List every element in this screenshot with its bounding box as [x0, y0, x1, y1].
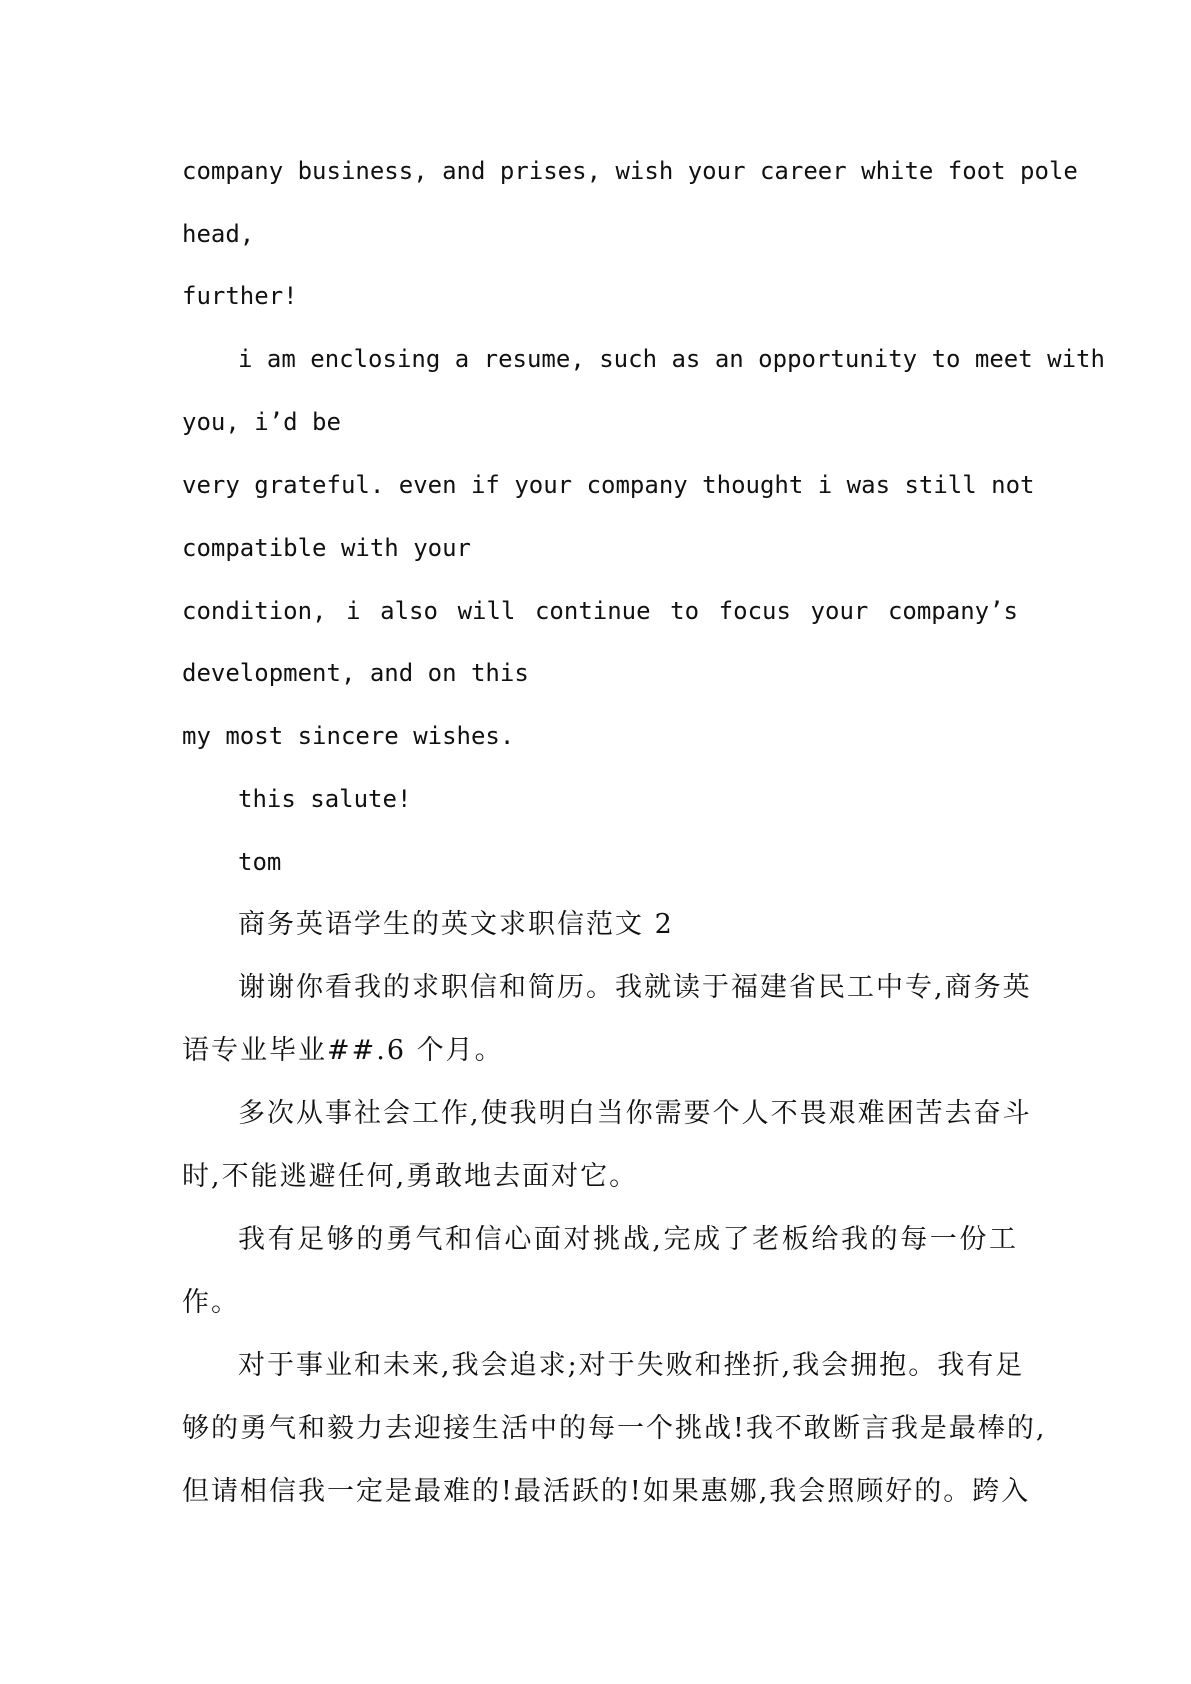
- text-line: you, i’d be: [182, 408, 341, 436]
- text-line: condition, i also will continue to focus your company’s: [182, 597, 1018, 625]
- text-line: 对于事业和未来,我会追求;对于失败和挫折,我会拥抱。我有足: [238, 1350, 1025, 1381]
- text-line: head,: [182, 220, 255, 248]
- text-line: 够的勇气和毅力去迎接生活中的每一个挑战!我不敢断言我是最棒的,: [182, 1413, 1047, 1444]
- section-heading: 商务英语学生的英文求职信范文 2: [238, 909, 674, 940]
- text-line: further!: [182, 282, 298, 310]
- text-line: my most sincere wishes.: [182, 722, 515, 750]
- text-line: 时,不能逃避任何,勇敢地去面对它。: [182, 1161, 639, 1192]
- text-line: company business, and prises, wish your career white foot pole: [182, 157, 1078, 185]
- text-line: 作。: [182, 1287, 240, 1318]
- text-line: 语专业毕业##.6 个月。: [182, 1035, 504, 1066]
- text-line: 但请相信我一定是最难的!最活跃的!如果惠娜,我会照顾好的。跨入: [182, 1476, 1031, 1507]
- text-line: this salute!: [238, 785, 412, 813]
- text-line: very grateful. even if your company thought i was still not: [182, 471, 1035, 499]
- text-line: compatible with your: [182, 534, 471, 562]
- text-line: 谢谢你看我的求职信和简历。我就读于福建省民工中专,商务英: [238, 972, 1032, 1003]
- text-line: development, and on this: [182, 659, 529, 687]
- text-line: i am enclosing a resume, such as an opportunity to meet with: [238, 345, 1105, 373]
- text-line: tom: [238, 848, 282, 876]
- text-line: 我有足够的勇气和信心面对挑战,完成了老板给我的每一份工: [238, 1224, 1018, 1255]
- text-line: 多次从事社会工作,使我明白当你需要个人不畏艰难困苦去奋斗: [238, 1098, 1032, 1129]
